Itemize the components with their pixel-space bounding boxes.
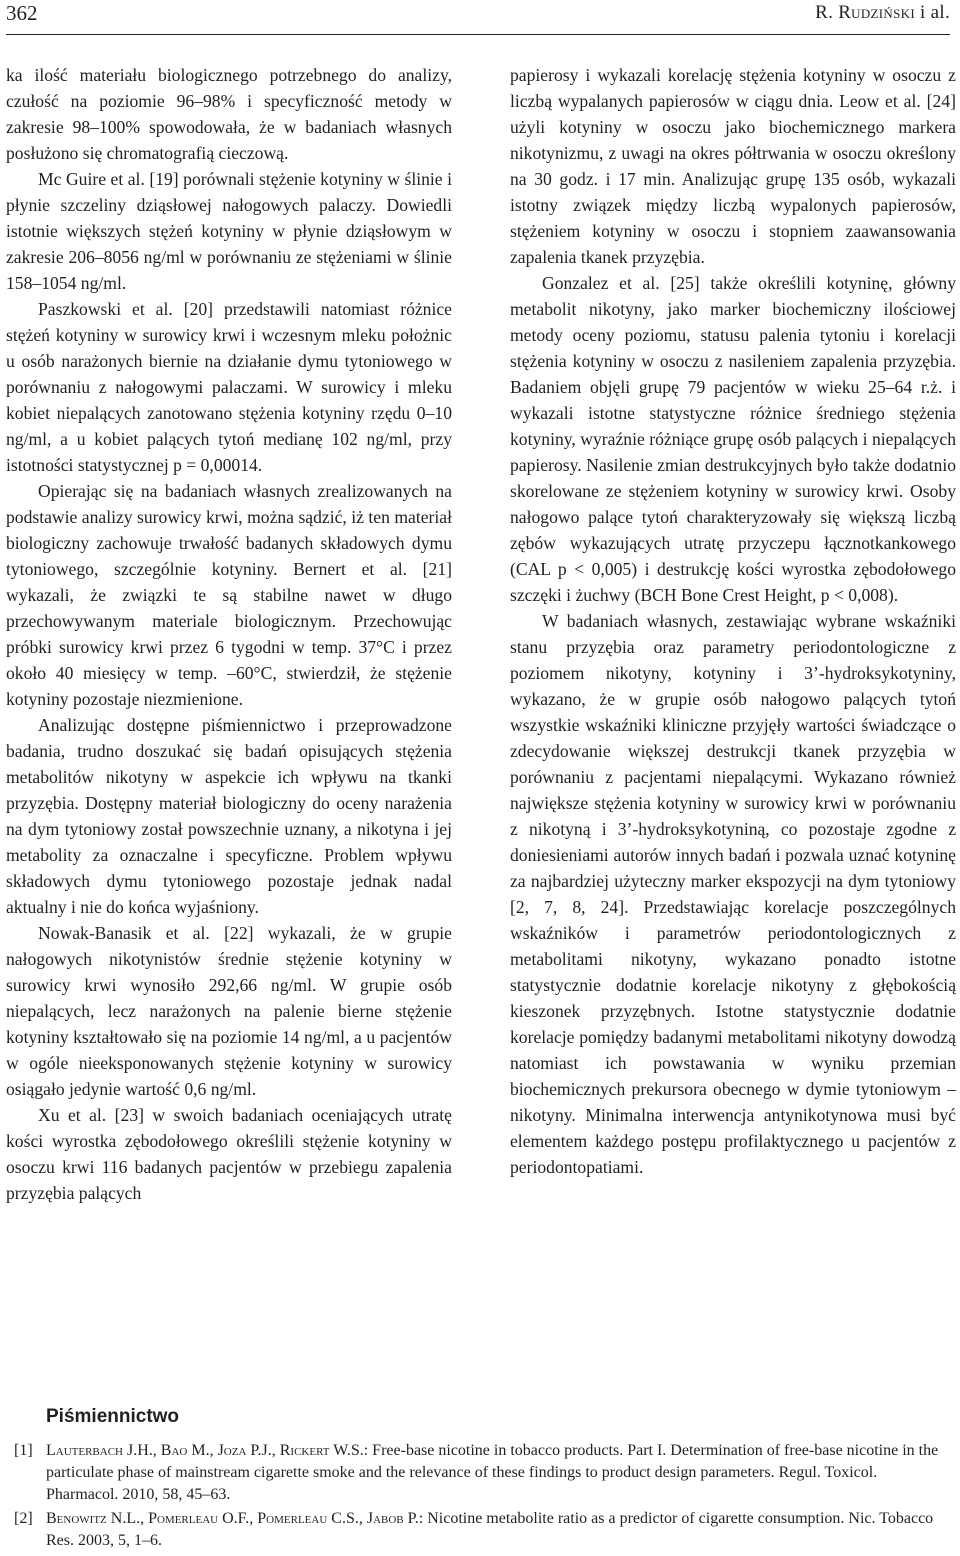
running-head: [815, 0, 950, 26]
reference-authors: Lauterbach J.H., Bao M., Joza P.J., Rickert W.S.: [46, 1442, 364, 1459]
running-head-initial: R.: [815, 2, 839, 23]
paragraph: Paszkowski et al. [20] przedstawili natomiast różnice stężeń kotyniny w surowicy krwi i wczesnym mleku położnic u osób narażonych biernie na działanie dymu tytoniowego w porównaniu z nałogowymi palaczami. W surowicy i mleku kobiet niepalących zanotowano stężenia kotyniny rzędu 0–10 ng/ml, a u kobiet palących tytoń medianę 102 ng/ml, przy istotności statystycznej p = 0,00014.: [6, 299, 452, 475]
reference-text: : Nicotine metabolite ratio as a predictor of cigarette consumption. Nic. Tobacco Res. 2003, 5, 1–6.: [46, 1510, 934, 1549]
left-column: [6, 62, 452, 1206]
paragraph: Analizując dostępne piśmiennictwo i przeprowadzone badania, trudno doszukać się badań opisujących stężenia metabolitów nikotyny w aspekcie ich wpływu na tkanki przyzębia. Dostępny materiał biologiczny do oceny narażenia na dym tytoniowy został powszechnie uznany, a nikotyna i jej metabolity za oznaczalne i specyficzne. Problem wpływu składowych dymu tytoniowego pozostaje jednak nadal aktualny i nie do końca wyjaśniony.: [6, 715, 452, 917]
paragraph: Nowak-Banasik et al. [22] wykazali, że w grupie nałogowych nikotynistów średnie stężenie kotyniny w surowicy krwi wynosiło 292,66 ng/ml. W grupie osób niepalących, lecz narażonych na palenie bierne stężenie kotyniny kształtowało się na poziomie 14 ng/ml, a u pacjentów w ogóle nieeksponowanych stężenie kotyniny w surowicy osiągało jedynie wartość 0,6 ng/ml.: [6, 923, 452, 1099]
reference-number: [2]: [14, 1510, 33, 1527]
page-header: [0, 0, 960, 44]
running-head-suffix: i al.: [914, 2, 950, 23]
running-head-author: Rudziński: [838, 2, 915, 23]
reference-number: [1]: [14, 1442, 33, 1459]
right-column: [510, 62, 956, 1180]
reference-authors: Benowitz N.L., Pomerleau O.F., Pomerleau C.S., Jabob P.: [46, 1510, 419, 1527]
header-rule: [6, 34, 950, 35]
references-section: [6, 1404, 952, 1554]
reference-text: : Free-base nicotine in tobacco products. Part I. Determination of free-base nicotine in the particulate phase of mainstream cigarette smoke and the relevance of these findings to product design parameters. Regul. Toxicol. Pharmacol. 2010, 58, 45–63.: [46, 1442, 939, 1503]
paragraph: ka ilość materiału biologicznego potrzebnego do analizy, czułość na poziomie 96–98% i specyficzność metody w zakresie 98–100% spowodowała, że w badaniach własnych posłużono się chromatografią cieczową.: [6, 65, 452, 163]
reference-item: [6, 1440, 952, 1506]
reference-item: [6, 1508, 952, 1552]
references-heading: Piśmiennictwo: [46, 1406, 180, 1427]
paragraph: Opierając się na badaniach własnych zrealizowanych na podstawie analizy surowicy krwi, można sądzić, iż ten materiał biologiczny zachowuje trwałość badanych składowych dymu tytoniowego, szczególnie kotyniny. Bernert et al. [21] wykazali, że związki te są stabilne nawet w długo przechowywanym materiale biologicznym. Przechowując próbki surowicy krwi przez 6 tygodni w temp. 37°C i przez około 40 miesięcy w temp. –60°C, stwierdził, że stężenie kotyniny pozostaje niezmienione.: [6, 481, 452, 709]
page-number: 362: [6, 1, 38, 25]
paragraph: Mc Guire et al. [19] porównali stężenie kotyniny w ślinie i płynie szczeliny dziąsłowej nałogowych palaczy. Dowiedli istotnie większych stężeń kotyniny w płynie dziąsłowym w zakresie 206–8056 ng/ml w porównaniu ze stężeniami w ślinie 158–1054 ng/ml.: [6, 169, 452, 293]
paragraph: papierosy i wykazali korelację stężenia kotyniny w osoczu z liczbą wypalanych papierosów w ciągu dnia. Leow et al. [24] użyli kotyniny w osoczu jako biochemicznego markera nikotynizmu, z uwagi na okres półtrwania w osoczu określony na 30 godz. i 17 min. Analizując grupę 135 osób, wykazali istotny związek między liczbą wypalonych papierosów, stężeniem kotyniny w osoczu i stopniem zaawansowania zapalenia tkanek przyzębia.: [510, 65, 956, 267]
paragraph: Xu et al. [23] w swoich badaniach oceniających utratę kości wyrostka zębodołowego określili stężenie kotyniny w osoczu krwi 116 badanych pacjentów w przebiegu zapalenia przyzębia palących: [6, 1105, 452, 1203]
paragraph: Gonzalez et al. [25] także określili kotyninę, główny metabolit nikotyny, jako marker biochemiczny ilościowej metody oceny poziomu, statusu palenia tytoniu i korelacji stężenia kotyniny w osoczu z nasileniem zapalenia przyzębia. Badaniem objęli grupę 79 pacjentów w wieku 25–64 r.ż. i wykazali istotne statystyczne różnice średniego stężenia kotyniny, wyraźnie różniące grupę osób palących i niepalących papierosy. Nasilenie zmian destrukcyjnych było także dodatnio skorelowane ze stężeniem kotyniny w surowicy krwi. Osoby nałogowo palące tytoń charakteryzowały się większą liczbą zębów wykazujących utratę przyczepu łącznotkankowego (CAL p < 0,005) i destrukcję kości wyrostka zębodołowego szczęki i żuchwy (BCH Bone Crest Height, p < 0,008).: [510, 273, 956, 605]
paragraph: W badaniach własnych, zestawiając wybrane wskaźniki stanu przyzębia oraz parametry periodontologiczne z poziomem nikotyny, kotyniny i 3’-hydroksykotyniny, wykazano, że w grupie osób nałogowo palących tytoń wszystkie wskaźniki kliniczne przyjęły wartości świadczące o zdecydowanie większej destrukcji tkanek przyzębia w porównaniu z pacjentami niepalącymi. Wykazano również największe stężenia kotyniny w surowicy krwi w porównaniu z nikotyną i 3’-hydroksykotyniną, co pozostaje zgodne z doniesieniami autorów innych badań i pozwala uznać kotyninę za najbardziej użyteczny marker ekspozycji na dym tytoniowy [2, 7, 8, 24]. Przedstawiając korelacje poszczególnych wskaźników i parametrów periodontologicznych z metabolitami nikotyny, wykazano ponadto istotne statystycznie dodatnie korelacje nikotyny z głębokością kieszonek przyzębnych. Istotne statystycznie dodatnie korelacje pomiędzy badanymi metabolitami nikotyny dowodzą natomiast ich powstawania w wyniku przemian biochemicznych prekursora obecnego w dymie tytoniowym – nikotyny. Minimalna interwencja antynikotynowa musi być elementem każdego postępu profilaktycznego u pacjentów z periodontopatiami.: [510, 611, 956, 1177]
